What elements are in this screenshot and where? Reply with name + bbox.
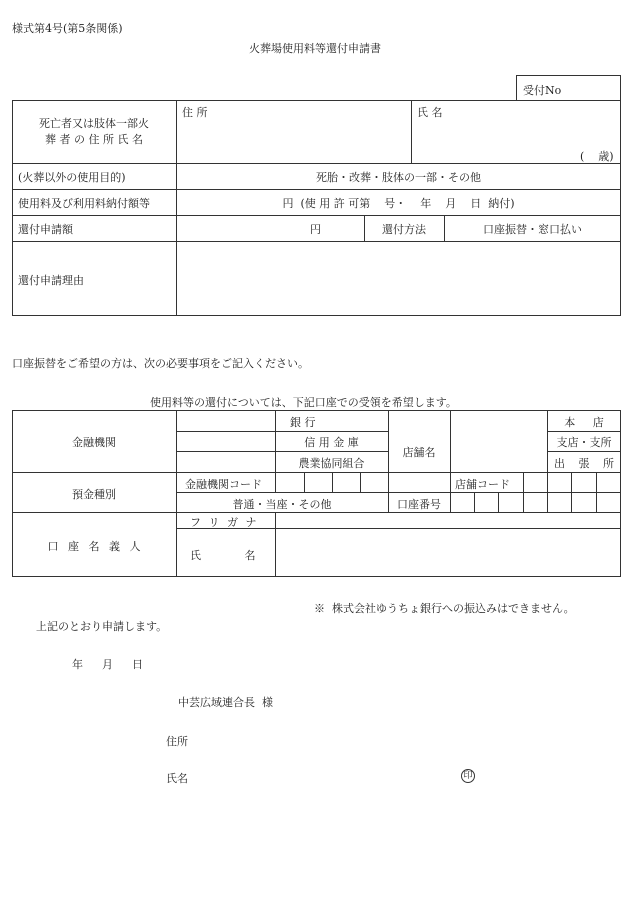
deposit-label: 預金種別 — [72, 488, 116, 501]
yen-label: 円 — [310, 223, 321, 236]
age-open: ( — [580, 150, 585, 163]
branch-type-sub[interactable]: 出 張 所 — [554, 457, 614, 470]
refund-method-options[interactable]: 口座振替・窓口払い — [483, 223, 582, 236]
bank-type-agri-coop[interactable]: 農業協同組合 — [298, 457, 365, 470]
branch-type-main[interactable]: 本 店 — [564, 416, 604, 429]
account-holder-label: 口 座 名 義 人 — [47, 540, 141, 553]
bank-type-bank[interactable]: 銀 行 — [290, 416, 316, 429]
refund-method-label: 還付方法 — [382, 223, 426, 236]
fee-label: 使用料及び利用料納付額等 — [18, 197, 150, 210]
age-field[interactable] — [580, 148, 614, 164]
addressee: 中芸広域連合長 様 — [178, 696, 273, 709]
seal-mark-icon: 印 — [461, 769, 475, 783]
yucho-note: ※ 株式会社ゆうちょ銀行への振込みはできません。 — [314, 602, 575, 615]
branch-label: 店舗名 — [402, 446, 436, 459]
deceased-label: 死亡者又は肢体一部火 葬 者 の 住 所 氏 名 — [39, 117, 149, 146]
age-unit: 歳) — [598, 150, 614, 163]
purpose-options[interactable]: 死胎・改葬・肢体の一部・その他 — [316, 171, 481, 184]
fee-value: 円 (使 用 許 可第 号・ 年 月 日 納付) — [282, 197, 515, 210]
applicant-name-label: 氏名 — [166, 772, 188, 785]
reason-label: 還付申請理由 — [18, 274, 84, 287]
application-date[interactable]: 年 月 日 — [72, 658, 143, 671]
reception-number-label: 受付No — [523, 84, 562, 97]
institution-code-label: 金融機関コード — [185, 478, 262, 491]
bank-caption: 使用料等の還付については、下記口座での受領を希望します。 — [150, 396, 457, 409]
form-number: 様式第4号(第5条関係) — [12, 22, 123, 35]
furigana-label: フ リ ガ ナ — [190, 516, 257, 529]
deposit-type-options[interactable]: 普通・当座・その他 — [232, 498, 332, 511]
name-label: 氏 名 — [417, 106, 443, 119]
page-title: 火葬場使用料等還付申請書 — [249, 42, 381, 55]
applicant-address-label: 住所 — [166, 735, 188, 748]
branch-code-label: 店舗コード — [455, 478, 510, 491]
account-number-label: 口座番号 — [397, 498, 441, 511]
branch-type-branch[interactable]: 支店・支所 — [556, 436, 612, 449]
refund-amount-label: 還付申請額 — [18, 223, 73, 236]
instruction-text: 口座振替をご希望の方は、次の必要事項をご記入ください。 — [12, 357, 309, 370]
bank-type-credit-union[interactable]: 信 用 金 庫 — [304, 436, 359, 449]
holder-name-label: 氏 名 — [190, 549, 256, 562]
declaration-text: 上記のとおり申請します。 — [36, 620, 168, 633]
institution-label: 金融機関 — [72, 436, 116, 449]
address-label: 住 所 — [182, 106, 208, 119]
reception-number-box — [516, 75, 621, 101]
purpose-label: (火葬以外の使用目的) — [18, 171, 126, 184]
